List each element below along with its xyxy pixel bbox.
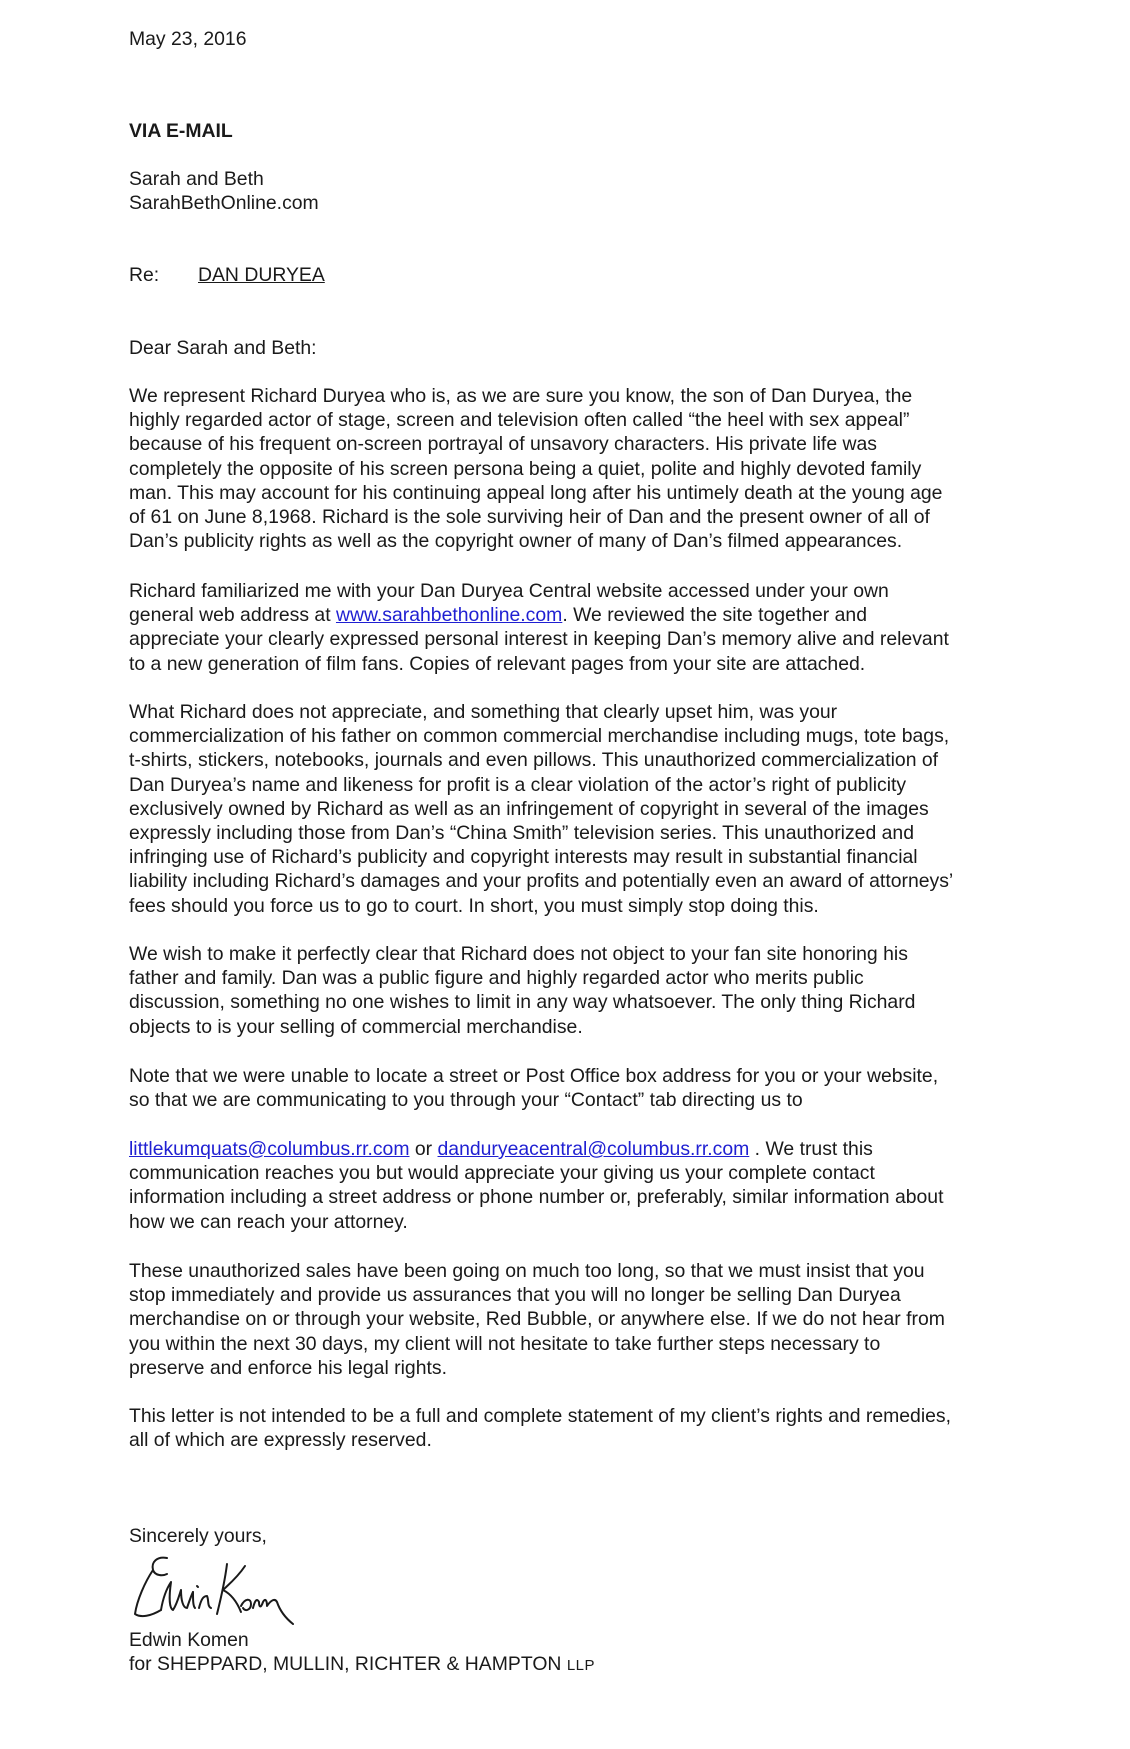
paragraph-line: father and family. Dan was a public figure and highly regarded actor who merits public bbox=[129, 967, 864, 990]
paragraph-line: merchandise on or through your website, Red Bubble, or anywhere else. If we do not hear from bbox=[129, 1308, 945, 1331]
paragraph-line: Dan Duryea’s name and likeness for profit is a clear violation of the actor’s right of publicity bbox=[129, 773, 907, 796]
paragraph-6 bbox=[129, 1137, 1034, 1234]
email-link-1[interactable]: littlekumquats@columbus.rr.com bbox=[129, 1138, 410, 1160]
re-subject: DAN DURYEA bbox=[198, 264, 325, 286]
paragraph-line: discussion, something no one wishes to limit in any way whatsoever. The only thing Richard bbox=[129, 991, 916, 1014]
paragraph-line: you within the next 30 days, my client will not hesitate to take further steps necessary to bbox=[129, 1332, 881, 1355]
firm-name: for SHEPPARD, MULLIN, RICHTER & HAMPTON bbox=[129, 1653, 562, 1675]
website-link[interactable]: www.sarahbethonline.com bbox=[335, 604, 563, 627]
paragraph-line: Dan’s publicity rights as well as the copyright owner of many of Dan’s filmed appearances. bbox=[129, 530, 903, 553]
paragraph-line bbox=[129, 1137, 1034, 1161]
paragraph-line: Richard familiarized me with your Dan Duryea Central website accessed under your own bbox=[129, 580, 889, 602]
paragraph-line: infringing use of Richard’s publicity and copyright interests may result in substantial financial bbox=[129, 846, 918, 869]
paragraph-line: preserve and enforce his legal rights. bbox=[129, 1356, 447, 1379]
recipient-site: SarahBethOnline.com bbox=[129, 192, 319, 214]
paragraph-line: This letter is not intended to be a full and complete statement of my client’s rights and remedies, bbox=[129, 1405, 952, 1427]
paragraph-3 bbox=[129, 700, 1034, 918]
paragraph-1 bbox=[129, 384, 1034, 553]
paragraph-line: exclusively owned by Richard as well as an infringement of copyright in several of the images bbox=[129, 797, 929, 820]
letter-date: May 23, 2016 bbox=[129, 28, 247, 50]
paragraph-line: liability including Richard’s damages and your profits and potentially even an award of attorneys’ bbox=[129, 870, 954, 893]
paragraph-text: . We trust this bbox=[749, 1138, 873, 1160]
paragraph-line: of 61 on June 8,1968. Richard is the sole surviving heir of Dan and the present owner of all of bbox=[129, 506, 930, 529]
paragraph-line: What Richard does not appreciate, and something that clearly upset him, was your bbox=[129, 701, 838, 723]
closing: Sincerely yours, bbox=[129, 1525, 267, 1547]
paragraph-line: man. This may account for his continuing appeal long after his untimely death at the young age bbox=[129, 481, 943, 504]
paragraph-line bbox=[129, 603, 1034, 627]
paragraph-7 bbox=[129, 1259, 1034, 1380]
paragraph-text: . We reviewed the site together and bbox=[562, 604, 867, 627]
paragraph-line: all of which are expressly reserved. bbox=[129, 1429, 432, 1452]
paragraph-text: general web address at bbox=[129, 604, 336, 627]
paragraph-line: how we can reach your attorney. bbox=[129, 1210, 408, 1233]
recipient-name: Sarah and Beth bbox=[129, 168, 264, 190]
handwritten-signature bbox=[127, 1552, 297, 1638]
paragraph-line: t-shirts, stickers, notebooks, journals and even pillows. This unauthorized commercialization of bbox=[129, 749, 939, 772]
paragraph-line: information including a street address or phone number or, preferably, similar information about bbox=[129, 1186, 944, 1209]
paragraph-line: because of his frequent on-screen portrayal of unsavory characters. His private life was bbox=[129, 433, 877, 456]
paragraph-line: to a new generation of film fans. Copies of relevant pages from your site are attached. bbox=[129, 652, 866, 675]
paragraph-line: expressly including those from Dan’s “China Smith” television series. This unauthorized and bbox=[129, 822, 914, 845]
paragraph-8 bbox=[129, 1404, 1034, 1452]
signer-name: Edwin Komen bbox=[129, 1629, 249, 1651]
paragraph-line: completely the opposite of his screen persona being a quiet, polite and highly devoted family bbox=[129, 457, 922, 480]
paragraph-line: These unauthorized sales have been going on much too long, so that we must insist that you bbox=[129, 1260, 925, 1282]
paragraph-text: or bbox=[409, 1138, 438, 1160]
paragraph-line: objects to is your selling of commercial merchandise. bbox=[129, 1015, 583, 1038]
paragraph-line: communication reaches you but would appreciate your giving us your complete contact bbox=[129, 1162, 875, 1185]
paragraph-line: so that we are communicating to you through your “Contact” tab directing us to bbox=[129, 1089, 803, 1112]
paragraph-line: We represent Richard Duryea who is, as we are sure you know, the son of Dan Duryea, the bbox=[129, 385, 913, 407]
paragraph-4 bbox=[129, 942, 1034, 1039]
paragraph-line: commercialization of his father on common commercial merchandise including mugs, tote bags, bbox=[129, 725, 950, 748]
paragraph-2 bbox=[129, 579, 1034, 676]
paragraph-line: fees should you force us to go to court. In short, you must simply stop doing this. bbox=[129, 894, 819, 917]
paragraph-line: Note that we were unable to locate a street or Post Office box address for you or your website, bbox=[129, 1065, 939, 1087]
delivery-method: VIA E-MAIL bbox=[129, 120, 233, 142]
paragraph-line: We wish to make it perfectly clear that Richard does not object to your fan site honoring his bbox=[129, 943, 908, 965]
paragraph-line: stop immediately and provide us assurances that you will no longer be selling Dan Duryea bbox=[129, 1284, 901, 1307]
firm-line bbox=[129, 1652, 595, 1678]
paragraph-line: appreciate your clearly expressed personal interest in keeping Dan’s memory alive and relevant bbox=[129, 628, 949, 651]
re-label: Re: bbox=[129, 264, 160, 286]
paragraph-line: highly regarded actor of stage, screen and television often called “the heel with sex appeal” bbox=[129, 409, 910, 432]
email-link-2[interactable]: danduryeacentral@columbus.rr.com bbox=[437, 1138, 750, 1160]
salutation: Dear Sarah and Beth: bbox=[129, 337, 317, 359]
firm-suffix: LLP bbox=[566, 1657, 596, 1674]
paragraph-5 bbox=[129, 1064, 1034, 1112]
